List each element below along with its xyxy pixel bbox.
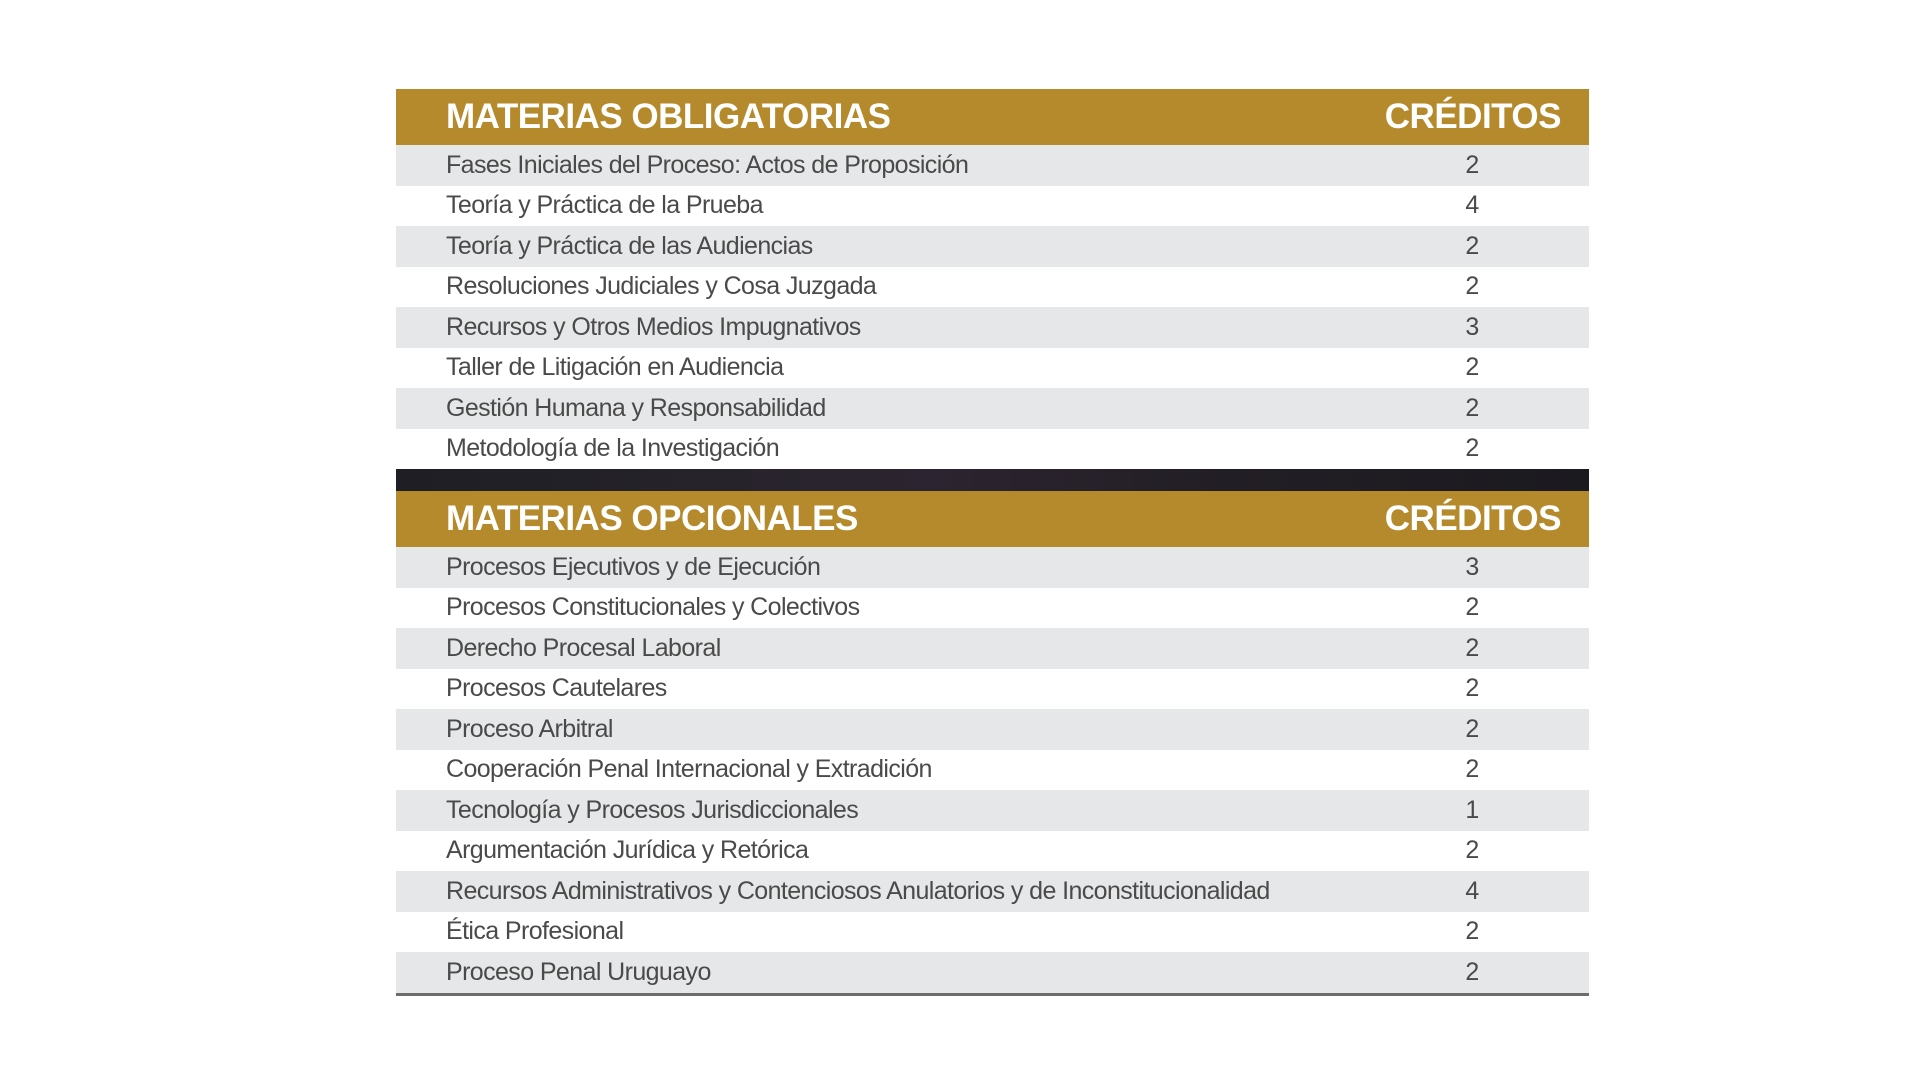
subject-name: Teoría y Práctica de la Prueba <box>446 191 763 220</box>
subject-credits: 2 <box>1465 917 1479 946</box>
subject-credits: 2 <box>1465 755 1479 784</box>
curriculum-table <box>396 89 1589 996</box>
table-row <box>396 588 1589 629</box>
subject-credits: 2 <box>1465 633 1479 662</box>
subject-credits: 1 <box>1465 795 1479 824</box>
subject-name: Tecnología y Procesos Jurisdiccionales <box>446 795 859 824</box>
table-row <box>396 348 1589 389</box>
subject-credits: 2 <box>1465 353 1479 382</box>
table-row <box>396 429 1589 470</box>
optional-header <box>396 491 1589 547</box>
table-row <box>396 547 1589 588</box>
subject-credits: 2 <box>1465 231 1479 260</box>
subject-name: Teoría y Práctica de las Audiencias <box>446 231 813 260</box>
mandatory-credits-label: CRÉDITOS <box>1384 97 1561 136</box>
table-row <box>396 226 1589 267</box>
subject-credits: 2 <box>1465 674 1479 703</box>
subject-name: Metodología de la Investigación <box>446 434 780 463</box>
subject-name: Proceso Arbitral <box>446 714 613 743</box>
table-row <box>396 628 1589 669</box>
table-row <box>396 669 1589 710</box>
subject-credits: 3 <box>1465 552 1479 581</box>
table-row <box>396 871 1589 912</box>
subject-credits: 4 <box>1465 191 1479 220</box>
subject-name: Derecho Procesal Laboral <box>446 633 721 662</box>
subject-credits: 2 <box>1465 272 1479 301</box>
subject-name: Proceso Penal Uruguayo <box>446 957 711 986</box>
subject-name: Resoluciones Judiciales y Cosa Juzgada <box>446 272 877 301</box>
subject-credits: 4 <box>1465 876 1479 905</box>
subject-name: Recursos y Otros Medios Impugnativos <box>446 312 861 341</box>
subject-name: Argumentación Jurídica y Retórica <box>446 836 809 865</box>
subject-name: Taller de Litigación en Audiencia <box>446 353 784 382</box>
table-row <box>396 145 1589 186</box>
subject-name: Recursos Administrativos y Contenciosos Anulatorios y de Inconstitucionalidad <box>446 876 1270 905</box>
subject-name: Ética Profesional <box>446 917 624 946</box>
table-row <box>396 912 1589 953</box>
table-bottom-edge <box>396 993 1589 996</box>
subject-credits: 2 <box>1465 957 1479 986</box>
subject-name: Cooperación Penal Internacional y Extradición <box>446 755 932 784</box>
table-row <box>396 790 1589 831</box>
mandatory-rows <box>396 145 1589 469</box>
table-row <box>396 307 1589 348</box>
subject-name: Procesos Cautelares <box>446 674 667 703</box>
mandatory-title: MATERIAS OBLIGATORIAS <box>446 97 891 136</box>
table-row <box>396 186 1589 227</box>
subject-name: Gestión Humana y Responsabilidad <box>446 393 826 422</box>
optional-title: MATERIAS OPCIONALES <box>446 499 858 538</box>
subject-credits: 2 <box>1465 836 1479 865</box>
subject-credits: 3 <box>1465 312 1479 341</box>
table-row <box>396 267 1589 308</box>
subject-credits: 2 <box>1465 593 1479 622</box>
subject-credits: 2 <box>1465 150 1479 179</box>
subject-credits: 2 <box>1465 714 1479 743</box>
section-divider <box>396 469 1589 491</box>
subject-name: Procesos Constitucionales y Colectivos <box>446 593 860 622</box>
subject-credits: 2 <box>1465 434 1479 463</box>
mandatory-header <box>396 89 1589 145</box>
optional-rows <box>396 547 1589 993</box>
subject-name: Procesos Ejecutivos y de Ejecución <box>446 552 821 581</box>
subject-name: Fases Iniciales del Proceso: Actos de Proposición <box>446 150 969 179</box>
subject-credits: 2 <box>1465 393 1479 422</box>
table-row <box>396 831 1589 872</box>
table-row <box>396 750 1589 791</box>
optional-credits-label: CRÉDITOS <box>1384 499 1561 538</box>
table-row <box>396 388 1589 429</box>
table-row <box>396 952 1589 993</box>
table-row <box>396 709 1589 750</box>
